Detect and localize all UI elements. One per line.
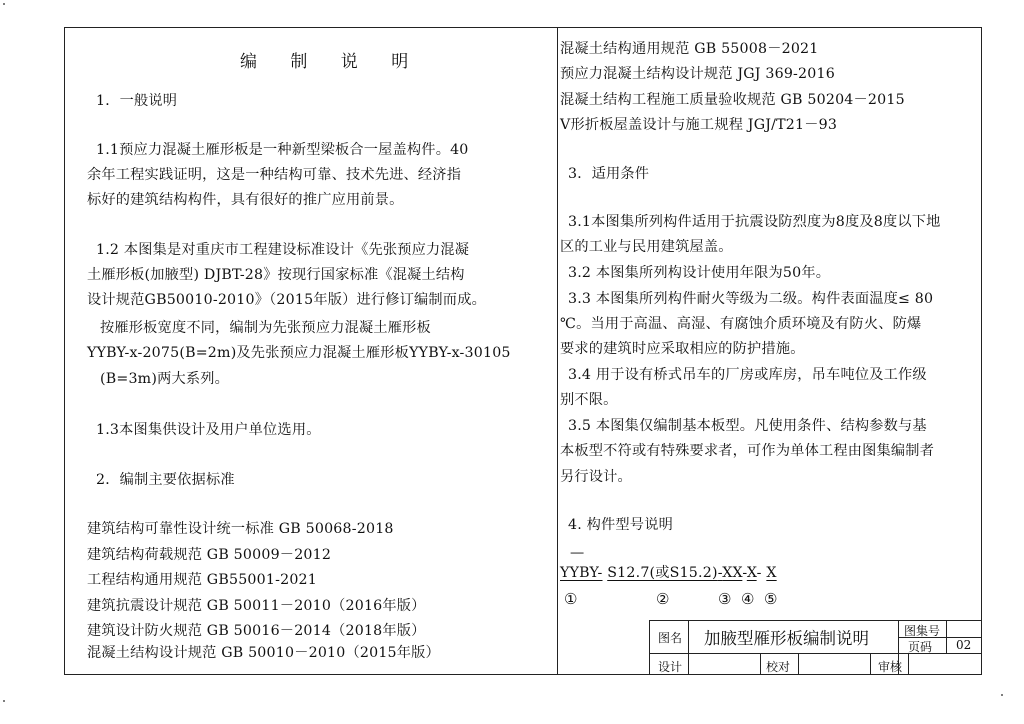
- text-line: 标好的建筑结构构件，具有很好的推广应用前景。: [87, 192, 404, 208]
- text-line: (B=3m)两大系列。: [100, 371, 230, 387]
- marker-4: ④: [741, 590, 755, 608]
- section-heading-3: 3．适用条件: [568, 166, 650, 182]
- review-label: 审核: [878, 660, 903, 674]
- text-line: ℃。当用于高温、高湿、有腐蚀介质环境及有防火、防爆: [560, 316, 922, 332]
- text-line: 土雁形板(加腋型) DJBT-28》按现行国家标准《混凝土结构: [87, 267, 465, 283]
- title-block: [649, 620, 982, 675]
- title-block-rule: [946, 621, 947, 653]
- title-block-rule: [870, 653, 871, 675]
- corner-mark: [1001, 694, 1003, 696]
- marker-2: ②: [656, 590, 670, 608]
- section-heading-1: 1．一般说明: [96, 93, 178, 109]
- text-line: 3.1本图集所列构件适用于抗震设防烈度为8度及8度以下地: [568, 214, 941, 230]
- text-line: 别不限。: [560, 392, 618, 408]
- text-line: 要求的建筑时应采取相应的防护措施。: [560, 341, 805, 357]
- standard-item: 预应力混凝土结构设计规范 JGJ 369-2016: [560, 66, 835, 82]
- design-label: 设计: [658, 660, 683, 674]
- model-separator: -: [717, 565, 723, 581]
- standard-item: 建筑设计防火规范 GB 50016－2014（2018年版）: [87, 623, 426, 639]
- text-line: 余年工程实践证明，这是一种结构可靠、技术先进、经济指: [87, 167, 462, 183]
- map-name: 加腋型雁形板编制说明: [704, 629, 869, 648]
- marker-1: ①: [564, 590, 578, 608]
- marker-3: ③: [718, 590, 732, 608]
- title-block-rule: [760, 653, 761, 675]
- text-line: 3.5 本图集仅编制基本板型。凡使用条件、结构参数与基: [568, 418, 927, 434]
- page-number: 02: [956, 638, 972, 652]
- text-line: 区的工业与民用建筑屋盖。: [560, 239, 733, 255]
- model-dash: —: [570, 545, 585, 561]
- text-line: 1.3本图集供设计及用户单位选用。: [96, 422, 321, 438]
- page-title: 编 制 说 明: [240, 52, 423, 72]
- corner-mark: [3, 3, 5, 5]
- text-line: 另行设计。: [560, 469, 632, 485]
- title-block-rule: [650, 653, 982, 654]
- text-line: 本板型不符或有特殊要求者，可作为单体工程由图集编制者: [560, 443, 935, 459]
- standard-item: 建筑结构可靠性设计统一标准 GB 50068-2018: [87, 521, 394, 537]
- title-block-rule: [908, 653, 909, 675]
- atlas-no-label: 图集号: [904, 624, 941, 638]
- standard-item: 混凝土结构工程施工质量验收规范 GB 50204－2015: [560, 92, 905, 108]
- text-line: 1.1预应力混凝土雁形板是一种新型梁板合一屋盖构件。40: [96, 142, 469, 158]
- model-separator: -: [756, 565, 762, 581]
- column-divider: [557, 27, 558, 675]
- model-code: [560, 564, 777, 582]
- standard-item: 工程结构通用规范 GB55001-2021: [87, 572, 318, 588]
- model-separator: -: [742, 565, 747, 581]
- section-heading-2: 2．编制主要依据标准: [96, 472, 235, 488]
- page-label: 页码: [908, 640, 933, 654]
- text-line: 设计规范GB50010-2010》（2015年版）进行修订编制而成。: [87, 292, 486, 308]
- section-heading-4: 4. 构件型号说明: [568, 517, 673, 533]
- standard-item: 建筑结构荷载规范 GB 50009－2012: [87, 547, 332, 563]
- model-segment-4: X: [746, 565, 757, 581]
- model-prefix: YYBY-: [560, 565, 603, 581]
- standard-item: 混凝土结构通用规范 GB 55008－2021: [560, 41, 819, 57]
- model-segment-5: X: [766, 565, 777, 581]
- text-line: 3.2 本图集所列构设计使用年限为50年。: [568, 265, 831, 281]
- text-line: YYBY-x-2075(B=2m)及先张预应力混凝土雁形板YYBY-x-30105: [87, 345, 511, 361]
- standard-item: V形折板屋盖设计与施工规程 JGJ/T21－93: [560, 117, 838, 133]
- title-block-rule: [688, 621, 689, 675]
- text-line: 3.3 本图集所列构件耐火等级为二级。构件表面温度≤ 80: [568, 291, 934, 307]
- map-name-label: 图名: [658, 631, 683, 645]
- corner-mark: [3, 700, 5, 702]
- text-line: 1.2 本图集是对重庆市工程建设标准设计《先张预应力混凝: [96, 242, 470, 258]
- check-label: 校对: [766, 660, 791, 674]
- title-block-rule: [798, 653, 799, 675]
- text-line: 3.4 用于设有桥式吊车的厂房或库房，吊车吨位及工作级: [568, 367, 927, 383]
- model-segment-3: XX: [722, 565, 743, 581]
- model-segment-2: S12.7(或S15.2): [607, 565, 718, 581]
- standard-item: 建筑抗震设计规范 GB 50011－2010（2016年版）: [87, 598, 426, 614]
- standard-item: 混凝土结构设计规范 GB 50010－2010（2015年版）: [87, 645, 440, 661]
- text-line: 按雁形板宽度不同，编制为先张预应力混凝土雁形板: [100, 320, 431, 336]
- marker-5: ⑤: [764, 590, 778, 608]
